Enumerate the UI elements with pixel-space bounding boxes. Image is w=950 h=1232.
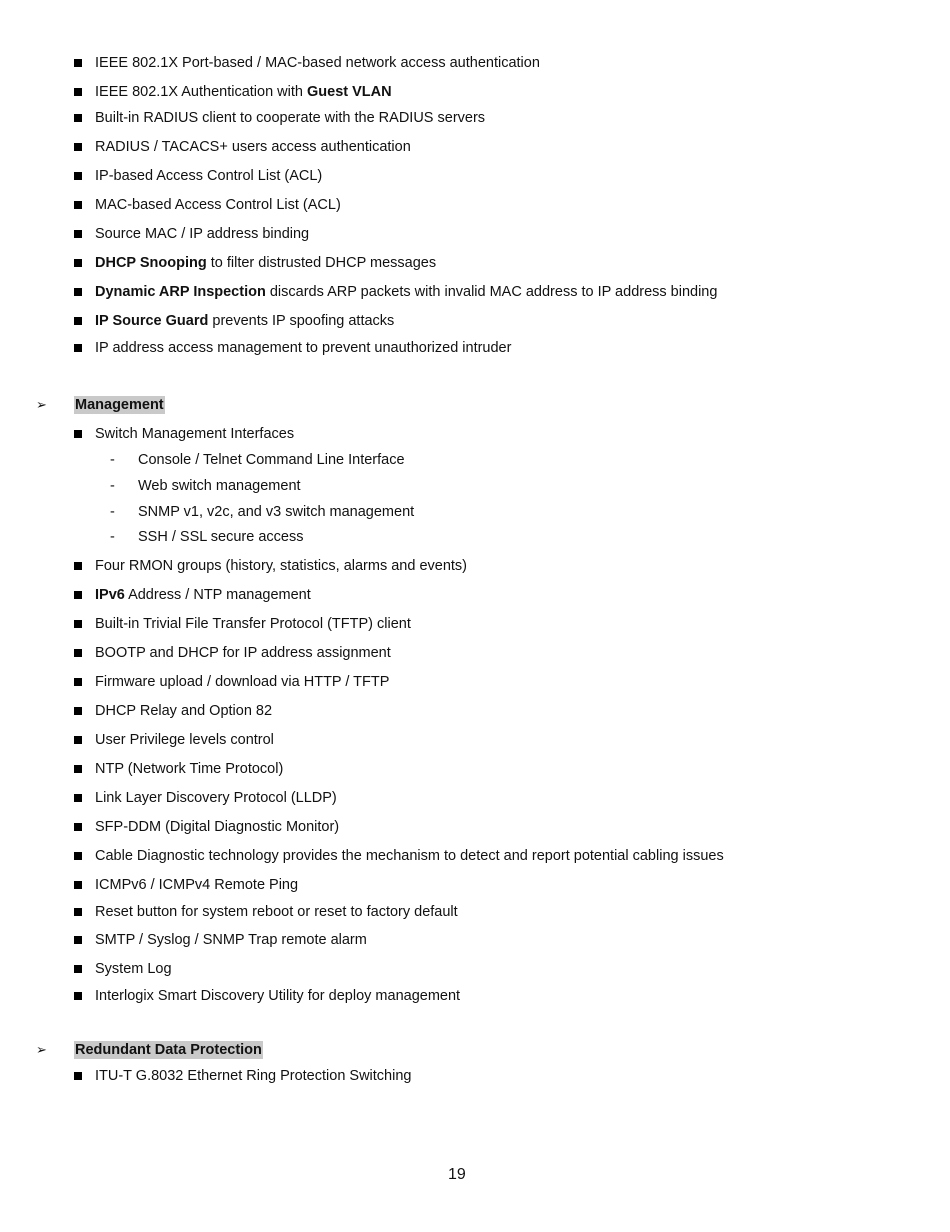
square-bullet-icon <box>74 823 82 831</box>
sub-list-item-text: SNMP v1, v2c, and v3 switch management <box>138 504 415 520</box>
list-item-text: SFP-DDM (Digital Diagnostic Monitor) <box>95 819 340 835</box>
square-bullet-icon <box>74 259 82 267</box>
square-bullet-icon <box>74 430 82 438</box>
dash-bullet: - <box>110 478 115 494</box>
square-bullet-icon <box>74 965 82 973</box>
square-bullet-icon <box>74 143 82 151</box>
list-item-text: ITU-T G.8032 Ethernet Ring Protection Switching <box>95 1068 412 1084</box>
list-item-text: Cable Diagnostic technology provides the mechanism to detect and report potential cabling issues <box>95 848 724 864</box>
dash-bullet: - <box>110 529 115 545</box>
square-bullet-icon <box>74 288 82 296</box>
arrow-bullet-icon: ➢ <box>36 397 47 412</box>
list-item-text: Built-in RADIUS client to cooperate with the RADIUS servers <box>95 110 486 126</box>
list-item-text: to filter distrusted DHCP messages <box>206 255 437 271</box>
square-bullet-icon <box>74 1072 82 1080</box>
list-item-text: RADIUS / TACACS+ users access authentication <box>95 139 411 155</box>
list-item-text: MAC-based Access Control List (ACL) <box>95 197 341 213</box>
list-item-text: Interlogix Smart Discovery Utility for deploy management <box>95 988 461 1004</box>
list-item-text: NTP (Network Time Protocol) <box>95 761 284 777</box>
list-item-text: Source MAC / IP address binding <box>95 226 310 242</box>
square-bullet-icon <box>74 562 82 570</box>
list-item-bold: Dynamic ARP Inspection <box>95 284 266 300</box>
list-item-bold: DHCP Snooping <box>95 255 207 271</box>
square-bullet-icon <box>74 344 82 352</box>
dash-bullet: - <box>110 452 115 468</box>
list-item-text: discards ARP packets with invalid MAC address to IP address binding <box>265 284 718 300</box>
square-bullet-icon <box>74 201 82 209</box>
square-bullet-icon <box>74 88 82 96</box>
list-item-text: Switch Management Interfaces <box>95 426 295 442</box>
list-item-text: User Privilege levels control <box>95 732 274 748</box>
list-item-text: Built-in Trivial File Transfer Protocol (TFTP) client <box>95 616 411 632</box>
list-item-text: SMTP / Syslog / SNMP Trap remote alarm <box>95 932 367 948</box>
list-item-text: Link Layer Discovery Protocol (LLDP) <box>95 790 337 806</box>
square-bullet-icon <box>74 908 82 916</box>
list-item-text: IP-based Access Control List (ACL) <box>95 168 323 184</box>
list-item-bold: IPv6 <box>95 587 125 603</box>
list-item-text: prevents IP spoofing attacks <box>208 313 395 329</box>
list-item-text: Firmware upload / download via HTTP / TFTP <box>95 674 390 690</box>
square-bullet-icon <box>74 172 82 180</box>
square-bullet-icon <box>74 59 82 67</box>
square-bullet-icon <box>74 881 82 889</box>
section-heading-text: Management <box>75 397 164 413</box>
square-bullet-icon <box>74 678 82 686</box>
square-bullet-icon <box>74 649 82 657</box>
list-item-text: Address / NTP management <box>124 587 311 603</box>
square-bullet-icon <box>74 591 82 599</box>
square-bullet-icon <box>74 794 82 802</box>
square-bullet-icon <box>74 992 82 1000</box>
list-item-text: Reset button for system reboot or reset to factory default <box>95 904 458 920</box>
square-bullet-icon <box>74 230 82 238</box>
list-item-text: IEEE 802.1X Port-based / MAC-based network access authentication <box>95 55 540 71</box>
list-item-text: ICMPv6 / ICMPv4 Remote Ping <box>95 877 299 893</box>
sub-list-item-text: SSH / SSL secure access <box>138 529 304 545</box>
square-bullet-icon <box>74 317 82 325</box>
square-bullet-icon <box>74 765 82 773</box>
page-number: 19 <box>448 1166 466 1183</box>
square-bullet-icon <box>74 114 82 122</box>
arrow-bullet-icon: ➢ <box>36 1042 47 1057</box>
square-bullet-icon <box>74 852 82 860</box>
square-bullet-icon <box>74 707 82 715</box>
sub-list-item-text: Web switch management <box>138 478 301 494</box>
sub-list-item-text: Console / Telnet Command Line Interface <box>138 452 405 468</box>
list-item-text: System Log <box>95 961 172 977</box>
section-heading-text: Redundant Data Protection <box>75 1042 262 1058</box>
list-item-text: BOOTP and DHCP for IP address assignment <box>95 645 391 661</box>
list-item-bold: Guest VLAN <box>307 84 392 100</box>
square-bullet-icon <box>74 936 82 944</box>
list-item-text: IP address access management to prevent unauthorized intruder <box>95 340 512 356</box>
dash-bullet: - <box>110 504 115 520</box>
square-bullet-icon <box>74 620 82 628</box>
square-bullet-icon <box>74 736 82 744</box>
list-item-bold: IP Source Guard <box>95 313 209 329</box>
list-item-text: DHCP Relay and Option 82 <box>95 703 273 719</box>
list-item-text: Four RMON groups (history, statistics, alarms and events) <box>95 558 468 574</box>
list-item-text: IEEE 802.1X Authentication with <box>95 84 307 100</box>
